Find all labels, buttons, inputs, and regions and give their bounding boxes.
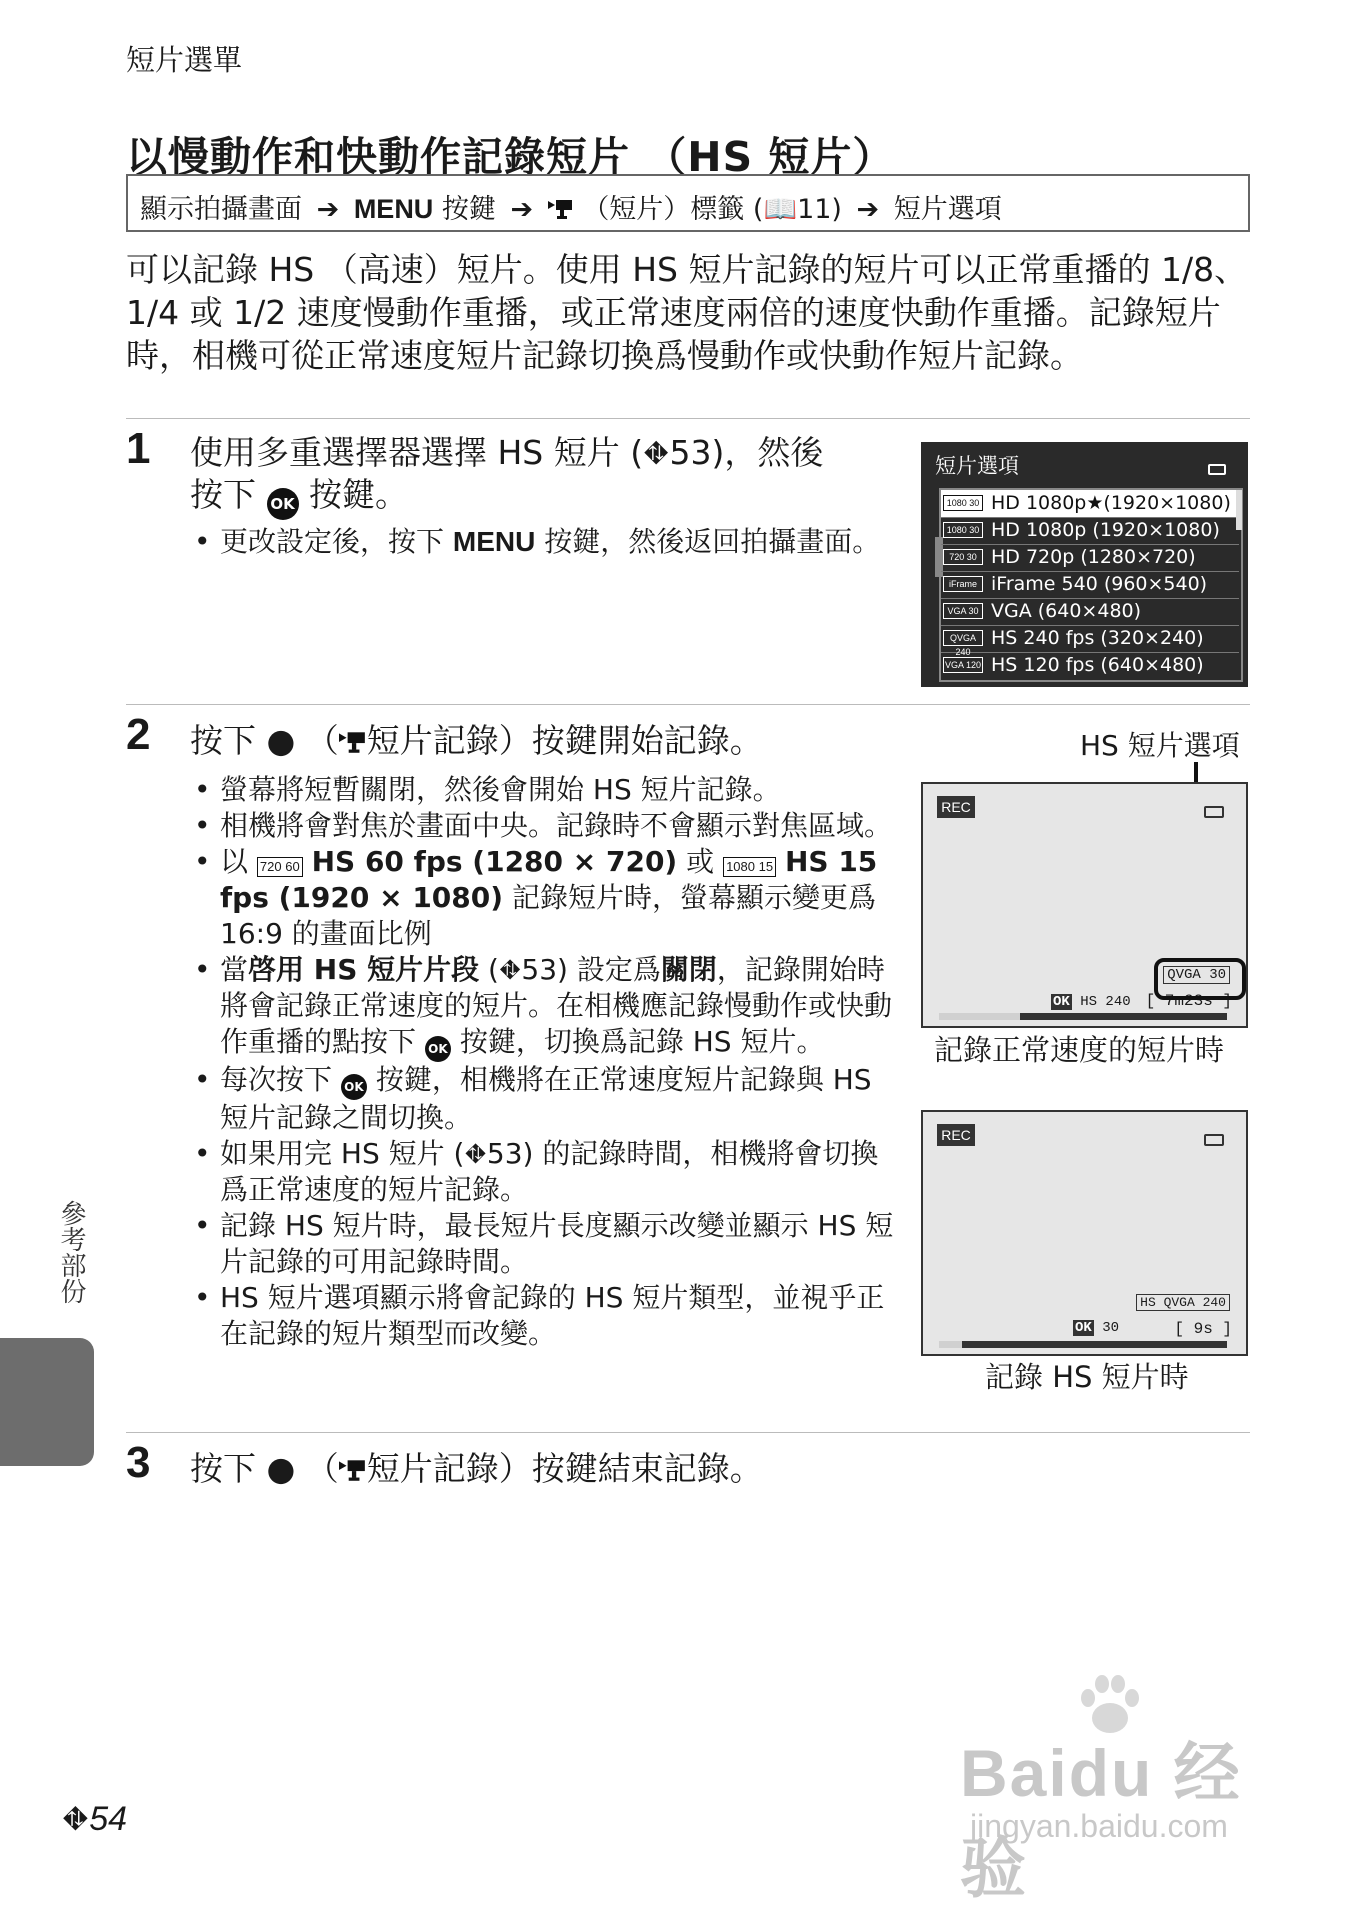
menu-option[interactable]: iFrame iFrame 540 (960×540): [941, 571, 1239, 599]
intro-paragraph: 可以記錄 HS （高速）短片。使用 HS 短片記錄的短片可以正常重播的 1/8、1/4 或 1/2 速度慢動作重播，或正常速度兩倍的速度快動作重播。記錄短片時，相機可從正常速度短片記錄切換爲慢動作或快動作短片記錄。: [126, 250, 1248, 375]
step-number: 2: [126, 710, 151, 759]
navigation-path: [126, 174, 1250, 232]
video-720-60-icon: 720 60: [257, 857, 303, 877]
book-reference-icon: 📖: [763, 194, 798, 225]
reference-icon: ⛖: [464, 1137, 487, 1170]
side-section-label: 參考部份: [56, 1200, 86, 1304]
callout-highlight: [1154, 958, 1246, 1000]
video-1080-15-icon: 1080 15: [723, 857, 776, 877]
movie-camera-icon: [339, 729, 367, 755]
menu-option[interactable]: VGA 120 HS 120 fps (640×480): [944, 654, 1204, 676]
video-format-icon: VGA 120: [943, 657, 983, 673]
video-format-icon: VGA 30: [943, 603, 983, 619]
list-item: • 更改設定後，按下 MENU 按鍵，然後返回拍攝畫面。: [190, 524, 890, 560]
step-number: 1: [126, 424, 151, 473]
menu-option[interactable]: 720 30 HD 720p (1280×720): [941, 544, 1239, 572]
arrow-right-icon: ➔: [510, 194, 534, 225]
step-3-text: 短片記錄）按鍵結束記錄。: [366, 1449, 763, 1488]
status-indicator: OK 30: [1075, 1320, 1120, 1336]
camera-menu-screenshot: [921, 442, 1248, 687]
rec-indicator: REC: [937, 796, 975, 818]
movie-camera-icon: [339, 1457, 367, 1483]
rec-indicator: REC: [937, 1124, 975, 1146]
reference-icon: ⛖: [498, 953, 522, 986]
recording-progress-bar: [939, 1013, 1227, 1020]
step-2-instruction: [190, 720, 890, 762]
battery-icon: [1208, 464, 1226, 475]
step-1-instruction: [190, 432, 890, 520]
ok-button-icon: OK: [1053, 994, 1070, 1010]
step-2-bullets: [190, 772, 896, 1352]
video-format-icon: 1080 30: [943, 495, 983, 511]
nav-text-button: 按鍵: [441, 194, 496, 225]
live-view-hs-recording: [921, 1110, 1248, 1356]
movie-camera-icon: [548, 197, 574, 221]
menu-title: 短片選項: [935, 454, 1019, 478]
side-tab: [0, 1338, 94, 1466]
recording-progress-bar: [939, 1341, 1227, 1348]
baidu-watermark: [960, 1700, 1290, 1905]
battery-icon: [1204, 806, 1224, 818]
screen-caption: 記錄正常速度的短片時: [934, 1033, 1225, 1067]
section-header: 短片選單: [126, 43, 243, 77]
step-1-text: 使用多重選擇器選擇 HS 短片 (: [190, 433, 644, 472]
video-format-icon: iFrame: [943, 576, 983, 592]
step-1-text: 按鍵。: [309, 475, 408, 514]
list-item: • 如果用完 HS 短片 (⛖53) 的記錄時間，相機將會切換爲正常速度的短片記錄。: [190, 1136, 896, 1208]
nav-text-page: 11): [797, 194, 842, 225]
list-item: • 記錄 HS 短片時，最長短片長度顯示改變並顯示 HS 短片記錄的可用記錄時間。: [190, 1208, 896, 1280]
hs-option-callout-label: HS 短片選項: [1080, 729, 1240, 762]
ok-button-icon: OK: [341, 1074, 367, 1100]
step-1-text: 53)，然後: [669, 433, 824, 472]
video-format-icon: 1080 30: [943, 522, 983, 538]
screen-caption: 記錄 HS 短片時: [985, 1360, 1189, 1394]
step-number: 3: [126, 1438, 151, 1487]
reference-icon: ⛖: [62, 1800, 90, 1838]
menu-option[interactable]: 1080 30 HD 1080p★(1920×1080): [941, 490, 1239, 518]
scrollbar[interactable]: [1236, 490, 1242, 530]
progress-fill: [939, 1013, 1020, 1020]
video-format-icon: QVGA 240: [943, 630, 983, 646]
page-title: 以慢動作和快動作記錄短片 （HS 短片）: [126, 133, 895, 181]
ok-button-icon: OK: [425, 1036, 451, 1062]
ok-button-icon: OK: [267, 488, 299, 520]
nav-text-tab: （短片）標籤 (: [582, 194, 764, 225]
reference-icon: ⛖: [643, 433, 670, 472]
step-1-text: 按下: [190, 475, 256, 514]
menu-option[interactable]: VGA 30 VGA (640×480): [941, 598, 1239, 626]
status-indicator: OK HS 240: [1053, 994, 1131, 1010]
ok-button-icon: OK: [1075, 1320, 1092, 1336]
list-item: • 相機將會對焦於畫面中央。記錄時不會顯示對焦區域。: [190, 808, 896, 844]
nav-menu-key: MENU: [353, 194, 434, 224]
divider: [126, 418, 1250, 419]
step-3-instruction: [190, 1448, 990, 1490]
page-number: ⛖54: [62, 1800, 128, 1838]
step-1-bullets: [190, 524, 890, 560]
remaining-time: [ 7m23s ]: [1145, 992, 1232, 1010]
list-item: • 當啓用 HS 短片片段 (⛖53) 設定爲關閉，記錄開始時將會記錄正常速度的短片。在相機應記錄慢動作或快動作重播的點按下 OK 按鍵，切換爲記錄 HS 短片。: [190, 952, 896, 1062]
arrow-right-icon: ➔: [316, 194, 340, 225]
battery-icon: [1204, 1134, 1224, 1146]
nav-text-shooting: 顯示拍攝畫面: [140, 194, 302, 225]
step-2-text: 按下 ● （: [190, 721, 339, 760]
step-3-text: 按下 ● （: [190, 1449, 339, 1488]
arrow-right-icon: ➔: [856, 194, 880, 225]
menu-option[interactable]: 1080 30 HD 1080p (1920×1080): [941, 517, 1239, 545]
remaining-time: [ 9s ]: [1174, 1320, 1232, 1338]
nav-text-options: 短片選項: [893, 194, 1002, 225]
watermark-url: jingyan.baidu.com: [970, 1808, 1228, 1844]
watermark-brand: Baidu 经验: [960, 1736, 1242, 1905]
menu-option[interactable]: QVGA 240 HS 240 fps (320×240): [941, 625, 1239, 653]
progress-fill: [939, 1341, 962, 1348]
divider: [126, 704, 1250, 705]
list-item: • 以 720 60 HS 60 fps (1280 × 720) 或 1080 15 HS 15 fps (1920 × 1080) 記錄短片時，螢幕顯示變更爲 16:9 的畫面比例: [190, 844, 896, 952]
video-format-icon: 720 30: [943, 549, 983, 565]
hs-option-indicator: QVGA 30: [1163, 966, 1230, 984]
list-item: • 螢幕將短暫關閉，然後會開始 HS 短片記錄。: [190, 772, 896, 808]
divider: [126, 1432, 1250, 1433]
list-item: • 每次按下 OK 按鍵，相機將在正常速度短片記錄與 HS 短片記錄之間切換。: [190, 1062, 896, 1136]
step-2-text: 短片記錄）按鍵開始記錄。: [366, 721, 763, 760]
hs-option-indicator: HS QVGA 240: [1136, 1294, 1230, 1311]
list-item: • HS 短片選項顯示將會記錄的 HS 短片類型，並視乎正在記錄的短片類型而改變。: [190, 1280, 896, 1352]
